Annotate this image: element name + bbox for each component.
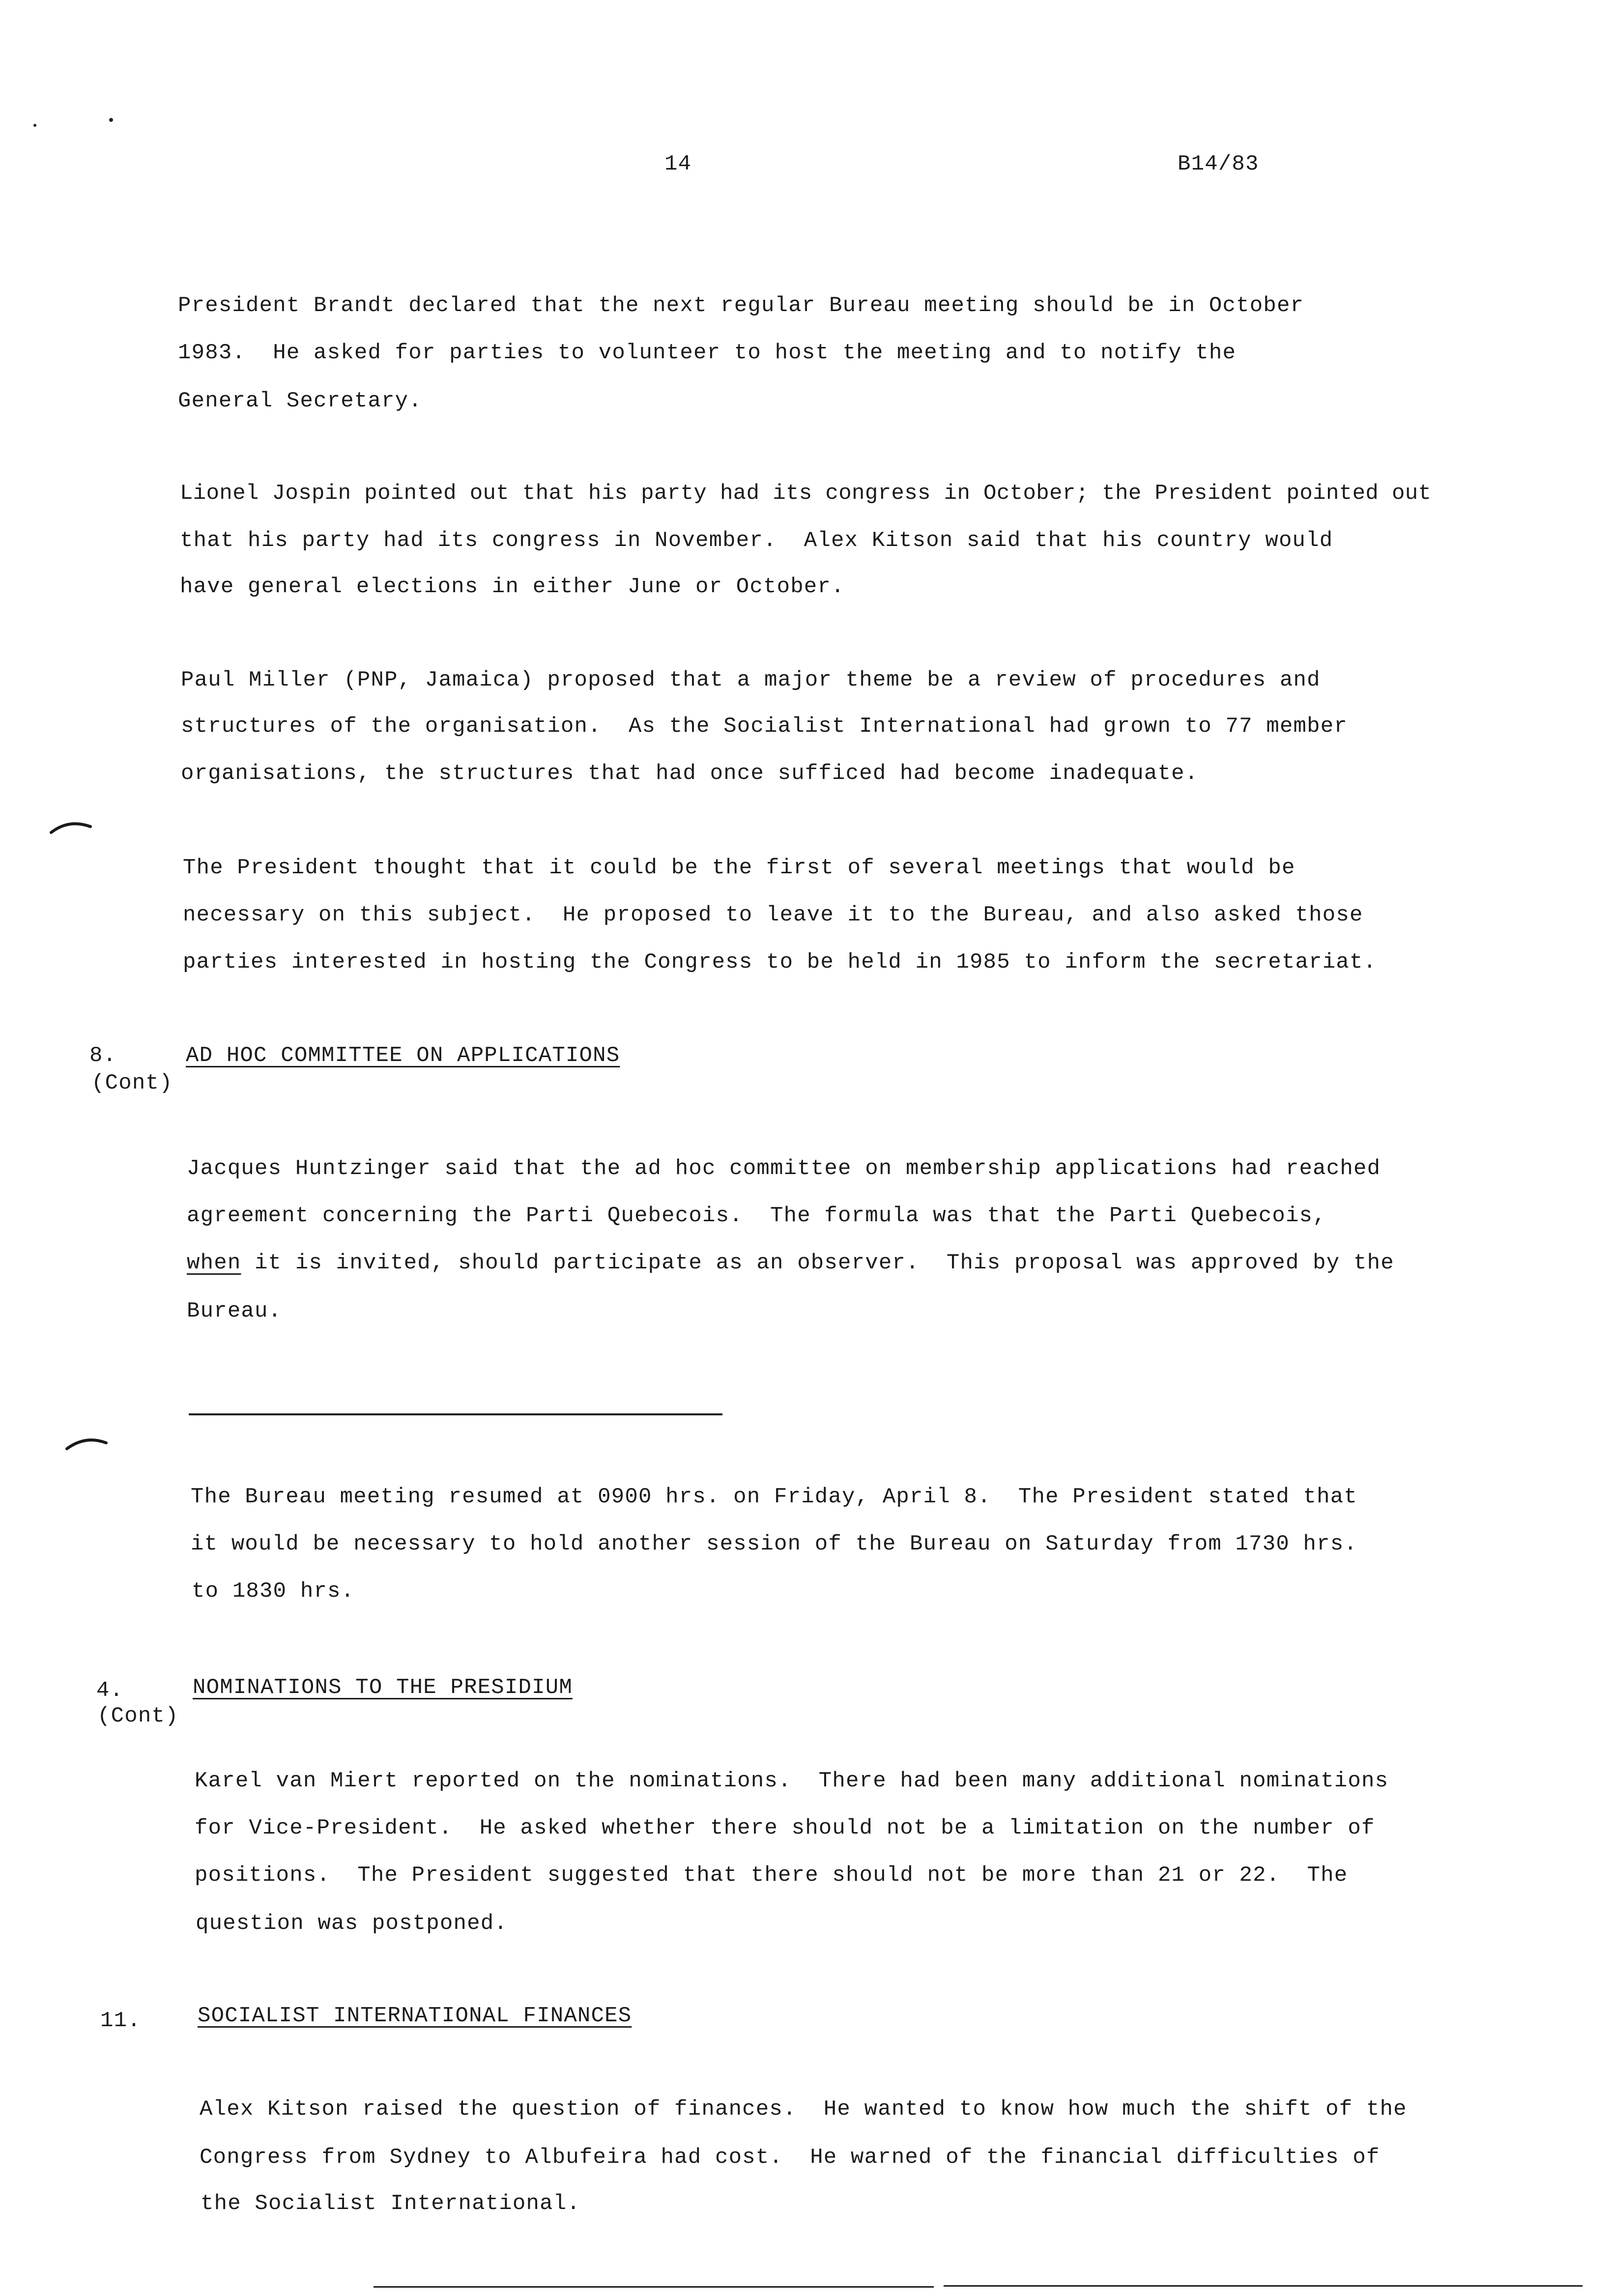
paragraph-line-rest: it is invited, should participate as an observer. This proposal was approved by the xyxy=(255,1251,1394,1275)
section-number: 4. xyxy=(96,1678,124,1703)
document-reference: B14/83 xyxy=(1178,152,1259,176)
paragraph-line: The Bureau meeting resumed at 0900 hrs. on Friday, April 8. The President stated that xyxy=(191,1485,1357,1509)
paragraph-line: parties interested in hosting the Congress to be held in 1985 to inform the secretariat. xyxy=(183,950,1377,975)
paragraph-line: Karel van Miert reported on the nominations. There had been many additional nominations xyxy=(195,1769,1389,1793)
paragraph-line: The President thought that it could be the first of several meetings that would be xyxy=(183,856,1295,880)
section-continued: (Cont) xyxy=(91,1071,173,1095)
paragraph-line: agreement concerning the Parti Quebecois. The formula was that the Parti Quebecois, xyxy=(187,1204,1326,1228)
paragraph-line: Alex Kitson raised the question of finances. He wanted to know how much the shift of the xyxy=(200,2097,1407,2122)
paragraph-line: positions. The President suggested that there should not be more than 21 or 22. The xyxy=(195,1863,1348,1888)
section-continued: (Cont) xyxy=(97,1704,179,1728)
section-number: 11. xyxy=(100,2009,141,2033)
paragraph-line: Congress from Sydney to Albufeira had cost. He warned of the financial difficulties of xyxy=(200,2145,1380,2170)
paragraph-line: necessary on this subject. He proposed to leave it to the Bureau, and also asked those xyxy=(183,903,1363,927)
paragraph-line: that his party had its congress in November. Alex Kitson said that his country would xyxy=(180,528,1333,553)
section-heading: NOMINATIONS TO THE PRESIDIUM xyxy=(193,1675,573,1700)
section-number: 8. xyxy=(89,1043,117,1068)
paragraph-line: organisations, the structures that had once sufficed had become inadequate. xyxy=(181,761,1199,786)
section-separator xyxy=(189,1413,722,1415)
bottom-rule xyxy=(944,2285,1583,2287)
section-heading: SOCIALIST INTERNATIONAL FINANCES xyxy=(198,2004,632,2028)
paragraph-line: the Socialist International. xyxy=(201,2191,580,2216)
paragraph-line-with-underlined-word xyxy=(187,1249,1394,1277)
margin-bracket-mark xyxy=(49,816,93,835)
paragraph-line: question was postponed. xyxy=(196,1911,508,1936)
paragraph-line: for Vice-President. He asked whether there should not be a limitation on the number of xyxy=(195,1816,1375,1840)
paragraph-line: Paul Miller (PNP, Jamaica) proposed that a major theme be a review of procedures and xyxy=(181,668,1321,692)
paragraph-line: have general elections in either June or October. xyxy=(180,574,845,599)
paragraph-line: Lionel Jospin pointed out that his party had its congress in October; the President pointed out xyxy=(180,481,1432,506)
paragraph-line: President Brandt declared that the next regular Bureau meeting should be in October xyxy=(178,293,1304,318)
page-number: 14 xyxy=(664,152,692,176)
paragraph-line: to 1830 hrs. xyxy=(192,1579,355,1604)
paragraph-line: Bureau. xyxy=(187,1299,282,1323)
bottom-rule xyxy=(374,2286,934,2288)
margin-bracket-mark xyxy=(65,1432,109,1452)
paragraph-line: General Secretary. xyxy=(178,389,422,413)
underlined-word: when xyxy=(187,1251,241,1275)
paragraph-line: 1983. He asked for parties to volunteer to host the meeting and to notify the xyxy=(178,341,1237,365)
section-heading: AD HOC COMMITTEE ON APPLICATIONS xyxy=(186,1043,620,1068)
scan-speck xyxy=(109,118,113,122)
scan-speck xyxy=(33,124,36,127)
paragraph-line: it would be necessary to hold another session of the Bureau on Saturday from 1730 hrs. xyxy=(191,1532,1357,1556)
paragraph-line: structures of the organisation. As the Socialist International had grown to 77 member xyxy=(181,714,1348,739)
paragraph-line: Jacques Huntzinger said that the ad hoc committee on membership applications had reached xyxy=(187,1156,1381,1181)
